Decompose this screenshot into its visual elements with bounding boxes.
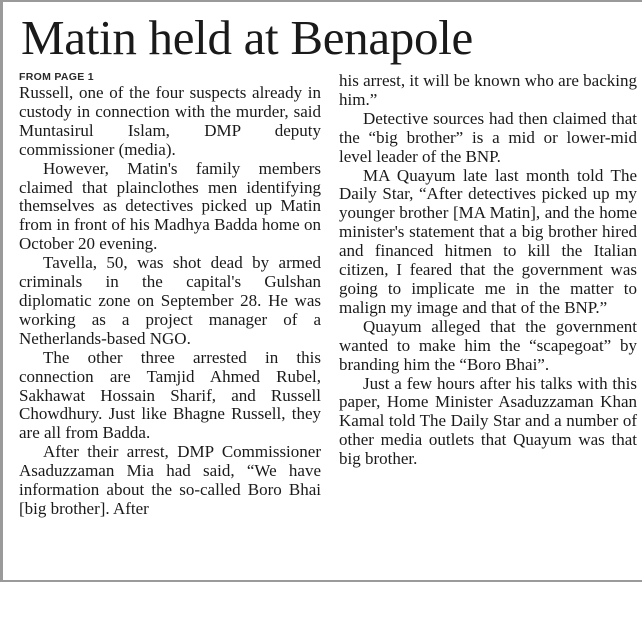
article-column-left <box>19 71 321 519</box>
paragraph: Quayum alleged that the government wanted to make him the “scapegoat” by branding him the “Boro Bhai”. <box>339 316 637 374</box>
paragraph: The other three arrested in this connection are Tamjid Ahmed Rubel, Sakhawat Hossain Sharif, and Russell Chowdhury. Just like Bhagne Russell, they are all from Badda. <box>19 347 321 443</box>
bottom-border-rule <box>0 580 642 582</box>
paragraph: Detective sources had then claimed that the “big brother” is a mid or lower-mid level leader of the BNP. <box>339 108 637 166</box>
paragraph: his arrest, it will be known who are backing him.” <box>339 71 637 109</box>
article-headline: Matin held at Benapole <box>21 10 473 65</box>
article-column-right <box>339 72 637 469</box>
paragraph: However, Matin's family members claimed that plainclothes men identifying themselves as detectives picked up Matin from in front of his Madhya Badda home on October 20 evening. <box>19 158 321 254</box>
paragraph: Just a few hours after his talks with this paper, Home Minister Asaduzzaman Khan Kamal told The Daily Star and a number of other media outlets that Quayum was that big brother. <box>339 373 637 469</box>
paragraph: Tavella, 50, was shot dead by armed criminals in the capital's Gulshan diplomatic zone on September 28. He was working as a project manager of a Netherlands-based NGO. <box>19 253 321 348</box>
paragraph: MA Quayum late last month told The Daily Star, “After detectives picked up my younger brother [MA Matin], and the home minister's statement that a big brother hired and financed hitmen to kill the Italian citizen, I feared that the government was going to implicate me in the matter to malign my image and that of the BNP.” <box>339 165 637 317</box>
paragraph: After their arrest, DMP Commissioner Asaduzzaman Mia had said, “We have information about the so-called Boro Bhai [big brother]. After <box>19 442 321 518</box>
top-border-rule <box>0 0 642 2</box>
paragraph: Russell, one of the four suspects already in custody in connection with the murder, said Muntasirul Islam, DMP deputy commissioner (media). <box>19 83 321 159</box>
continuation-kicker: FROM PAGE 1 <box>19 71 94 83</box>
left-border-rule <box>0 0 3 582</box>
